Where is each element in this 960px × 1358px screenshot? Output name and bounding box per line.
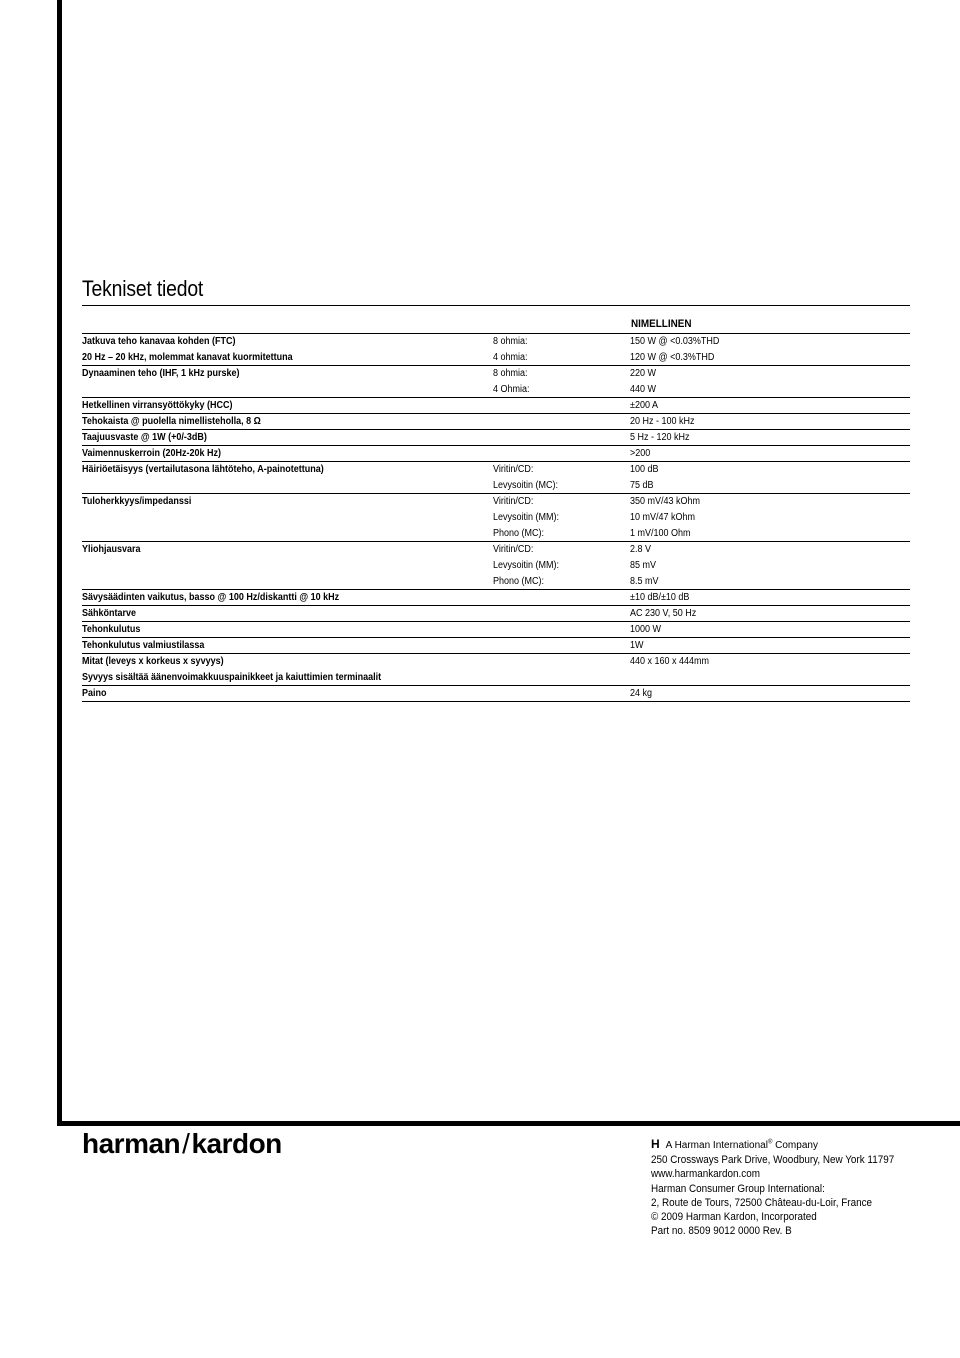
spec-row	[82, 622, 910, 638]
spec-row	[82, 382, 910, 398]
spec-label: Hetkellinen virransyöttökyky (HCC)	[82, 400, 233, 411]
column-header-rated: NIMELLINEN	[631, 318, 692, 330]
spec-value: 120 W @ <0.3%THD	[630, 352, 715, 363]
spec-row	[82, 462, 910, 478]
spec-value: ±200 A	[630, 400, 658, 411]
spec-value: 1 mV/100 Ohm	[630, 528, 691, 539]
spec-condition: Viritin/CD:	[493, 544, 534, 555]
spec-row	[82, 494, 910, 510]
spec-row	[82, 478, 910, 494]
spec-value: 440 x 160 x 444mm	[630, 656, 710, 667]
spec-row	[82, 446, 910, 462]
spec-value: 2.8 V	[630, 544, 652, 555]
title-divider	[82, 305, 910, 306]
spec-condition: 4 ohmia:	[493, 352, 528, 363]
address-line: Part no. 8509 9012 0000 Rev. B	[651, 1225, 792, 1238]
spec-value: 440 W	[630, 384, 657, 395]
spec-condition: Levysoitin (MM):	[493, 512, 560, 523]
spec-value: 1W	[630, 640, 644, 651]
spec-row	[82, 430, 910, 446]
spec-row	[82, 542, 910, 558]
spec-label: Syvyys sisältää äänenvoimakkuuspainikkeet ja kaiuttimien terminaalit	[82, 672, 382, 683]
spec-value: 8.5 mV	[630, 576, 659, 587]
spec-row	[82, 350, 910, 366]
spec-condition: Levysoitin (MM):	[493, 560, 560, 571]
spec-label: Häiriöetäisyys (vertailutasona lähtöteho, A-painotettuna)	[82, 464, 324, 475]
spec-value: 1000 W	[630, 624, 662, 635]
spec-condition: Levysoitin (MC):	[493, 480, 559, 491]
spec-value: 150 W @ <0.03%THD	[630, 336, 720, 347]
company-address	[651, 1153, 921, 1239]
spec-value: 220 W	[630, 368, 657, 379]
spec-label: Dynaaminen teho (IHF, 1 kHz purske)	[82, 368, 240, 379]
spec-label: Sävysäädinten vaikutus, basso @ 100 Hz/diskantti @ 10 kHz	[82, 592, 340, 603]
spec-condition: 4 Ohmia:	[493, 384, 530, 395]
spec-label: Tehonkulutus valmiustilassa	[82, 640, 205, 651]
spec-value: 350 mV/43 kOhm	[630, 496, 701, 507]
address-line: www.harmankardon.com	[651, 1168, 760, 1181]
spec-value: 24 kg	[630, 688, 653, 699]
spec-label: Vaimennuskerroin (20Hz-20k Hz)	[82, 448, 222, 459]
spec-label: Sähköntarve	[82, 608, 137, 619]
address-line: 250 Crossways Park Drive, Woodbury, New York 11797	[651, 1154, 895, 1166]
spec-row	[82, 366, 910, 382]
spec-row	[82, 510, 910, 526]
spec-label: Paino	[82, 688, 107, 699]
spec-value: 10 mV/47 kOhm	[630, 512, 696, 523]
spec-label: Taajuusvaste @ 1W (+0/-3dB)	[82, 432, 207, 443]
spec-condition: Viritin/CD:	[493, 496, 534, 507]
left-border-bar	[57, 0, 62, 1126]
spec-label: Tehonkulutus	[82, 624, 141, 635]
spec-table	[82, 333, 910, 702]
spec-row	[82, 526, 910, 542]
spec-row	[82, 398, 910, 414]
spec-value: 85 mV	[630, 560, 657, 571]
spec-row	[82, 606, 910, 622]
company-name: A Harman International	[665, 1140, 768, 1151]
address-line: © 2009 Harman Kardon, Incorporated	[651, 1211, 817, 1224]
spec-row	[82, 414, 910, 430]
company-line: H A Harman International® Company	[651, 1137, 818, 1151]
spec-label: 20 Hz – 20 kHz, molemmat kanavat kuormitettuna	[82, 352, 293, 363]
page-title: Tekniset tiedot	[82, 276, 204, 301]
spec-row	[82, 638, 910, 654]
spec-row	[82, 670, 910, 686]
spec-value: 75 dB	[630, 480, 654, 491]
spec-row	[82, 686, 910, 702]
spec-row	[82, 590, 910, 606]
spec-value: 5 Hz - 120 kHz	[630, 432, 690, 443]
spec-row	[82, 654, 910, 670]
spec-condition: Phono (MC):	[493, 528, 545, 539]
spec-label: Mitat (leveys x korkeus x syvyys)	[82, 656, 224, 667]
spec-row	[82, 574, 910, 590]
spec-condition: 8 ohmia:	[493, 368, 528, 379]
address-line: Harman Consumer Group International:	[651, 1182, 825, 1195]
spec-label: Tuloherkkyys/impedanssi	[82, 496, 192, 507]
spec-condition: 8 ohmia:	[493, 336, 528, 347]
spec-value: 20 Hz - 100 kHz	[630, 416, 695, 427]
spec-value: AC 230 V, 50 Hz	[630, 608, 697, 619]
spec-label: Yliohjausvara	[82, 544, 141, 555]
spec-value: >200	[630, 448, 651, 459]
spec-row	[82, 558, 910, 574]
bottom-border-bar	[57, 1121, 960, 1126]
spec-condition: Phono (MC):	[493, 576, 545, 587]
spec-condition: Viritin/CD:	[493, 464, 534, 475]
spec-value: 100 dB	[630, 464, 659, 475]
spec-value: ±10 dB/±10 dB	[630, 592, 690, 603]
harman-h-icon: H	[651, 1137, 660, 1151]
spec-label: Jatkuva teho kanavaa kohden (FTC)	[82, 336, 236, 347]
harman-kardon-logo: harman/kardon	[82, 1128, 282, 1159]
address-line: 2, Route de Tours, 72500 Château-du-Loir, France	[651, 1196, 873, 1209]
spec-row	[82, 334, 910, 350]
spec-label: Tehokaista @ puolella nimellisteholla, 8 Ω	[82, 416, 261, 427]
